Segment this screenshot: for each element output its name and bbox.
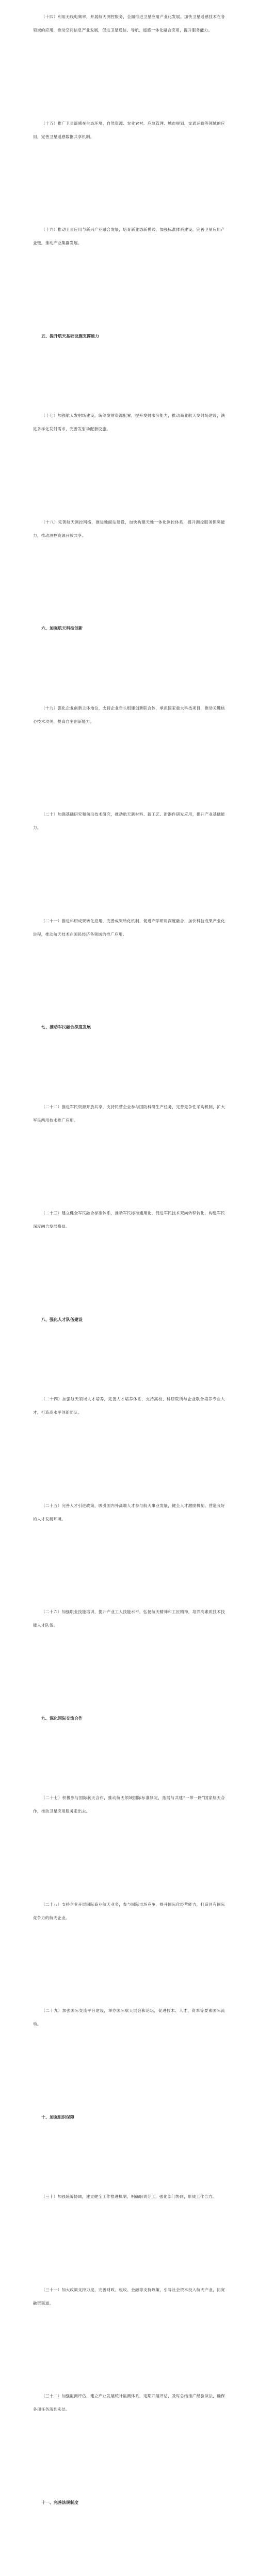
block-text: 七、推动军民融合深度发展 xyxy=(41,1025,91,1029)
block-text: （二十三）建立健全军民融合标准体系，推动军民标准通用化，促进军民技术双向转移转化，构建军民深度融合发展格局。 xyxy=(33,1211,225,1229)
section-heading xyxy=(33,2111,225,2124)
body-paragraph xyxy=(33,1393,225,1419)
section-heading xyxy=(33,1712,225,1725)
body-paragraph xyxy=(33,2190,225,2204)
block-text: 十一、完善法规制度 xyxy=(41,2500,78,2505)
body-paragraph xyxy=(33,516,225,543)
block-text: （二十七）积极参与国际航天合作，推动航天领域国际标准制定，拓展与共建“一带一路”国家航天合作，推动卫星应用服务走出去。 xyxy=(33,1795,225,1814)
block-text: （二十五）完善人才引进政策，吸引国内外高端人才参与航天事业发展，健全人才激励机制，营造良好的人才发展环境。 xyxy=(33,1503,225,1521)
body-paragraph xyxy=(33,10,225,37)
body-paragraph xyxy=(33,702,225,728)
body-paragraph xyxy=(33,1100,225,1127)
block-text: 六、加强航天科技创新 xyxy=(41,626,83,631)
body-paragraph xyxy=(33,1791,225,1818)
block-text: （二十二）推进军民资源开放共享，支持民营企业参与国防科研生产任务，完善竞争性采购机制，扩大军民两用技术推广应用。 xyxy=(33,1104,225,1123)
body-paragraph xyxy=(33,2389,225,2416)
block-text: （十四）利用无线电频率，开展航天测控服务，全面推进卫星应用产业化发展。加快卫星遥感技术在各领域的应用，推动空间信息产业发展，促进卫星通信、导航、遥感一体化融合应用，提升服务能力。 xyxy=(33,14,225,32)
body-paragraph xyxy=(33,223,225,250)
block-text: 十、加强组织保障 xyxy=(41,2114,74,2120)
block-text: （三十一）加大政策支持力度，完善财政、税收、金融等支持政策，引导社会资本投入航天产业，拓宽融资渠道。 xyxy=(33,2287,225,2306)
section-heading xyxy=(33,2496,225,2510)
block-text: （二十九）加强国际交流平台建设，举办国际航天展会和论坛，促进技术、人才、资本等要素国际流动。 xyxy=(33,2008,225,2026)
section-heading xyxy=(33,330,225,343)
body-paragraph xyxy=(33,808,225,835)
body-paragraph xyxy=(33,1207,225,1233)
block-text: 八、强化人才队伍建设 xyxy=(41,1317,83,1322)
block-text: （十八）完善航天测控网络，推进地面站建设，加快构建天地一体化测控体系，提升测控服务保障能力，推动测控资源开放共享。 xyxy=(33,519,225,538)
body-paragraph xyxy=(33,1898,225,1925)
block-text: （三十）加强统筹协调，建立健全工作推进机制，明确职责分工，强化部门协同，形成工作合力。 xyxy=(41,2194,217,2199)
block-text: （十五）推广卫星遥感在生态环境、自然资源、农业农村、应急管理、城市规划、交通运输等领域的应用，完善卫星遥感数据共享机制。 xyxy=(33,121,225,139)
section-heading xyxy=(33,1313,225,1327)
block-text: （二十一）推进科研成果转化应用，完善成果转化机制，促进产学研用深度融合，加快科技成果产业化进程，推动航天技术在国民经济各领域的推广应用。 xyxy=(33,918,225,937)
body-paragraph xyxy=(33,914,225,941)
block-text: （十六）推动卫星应用与新兴产业融合发展，培育新业态新模式，加强标准体系建设，完善卫星应用产业链，推动产业集群发展。 xyxy=(33,227,225,245)
block-text: （二十六）加强职业技能培训，提升产业工人技能水平，弘扬航天精神和工匠精神，培养高素质技术技能人才队伍。 xyxy=(33,1609,225,1628)
body-paragraph xyxy=(33,409,225,436)
section-heading xyxy=(33,1021,225,1034)
body-paragraph xyxy=(33,2283,225,2310)
block-text: （十七）加强航天发射场建设，统筹发射资源配置，提升发射服务能力，推动商业航天发射场建设，满足多样化发射需求，完善发射场配套设施。 xyxy=(33,413,225,431)
body-paragraph xyxy=(33,1605,225,1632)
body-paragraph xyxy=(33,2004,225,2031)
block-text: （二十八）支持企业开展国际商业航天业务，参与国际市场竞争，提升国际化经营能力，打造具有国际竞争力的航天企业。 xyxy=(33,1902,225,1920)
block-text: （三十二）加强监测评估，建立产业发展统计监测体系，定期开展评估，及时总结推广经验做法，确保各项任务落到实处。 xyxy=(33,2394,225,2412)
body-paragraph xyxy=(33,1499,225,1526)
section-heading xyxy=(33,622,225,635)
block-text: （二十四）加强航天领域人才培养，完善人才培养体系，支持高校、科研院所与企业联合培养专业人才，打造高水平创新团队。 xyxy=(33,1397,225,1415)
block-text: 九、深化国际交流合作 xyxy=(41,1716,83,1721)
block-text: （十九）强化企业创新主体地位，支持企业牵头组建创新联合体，承担国家重大科技项目，推动关键核心技术攻关，提高自主创新能力。 xyxy=(33,705,225,724)
body-paragraph xyxy=(33,117,225,144)
block-text: （二十）加强基础研究和前沿技术研究，推动航天新材料、新工艺、新器件研发应用，提升产业基础能力。 xyxy=(33,812,225,830)
block-text: 五、提升航天基础设施支撑能力 xyxy=(41,333,99,338)
